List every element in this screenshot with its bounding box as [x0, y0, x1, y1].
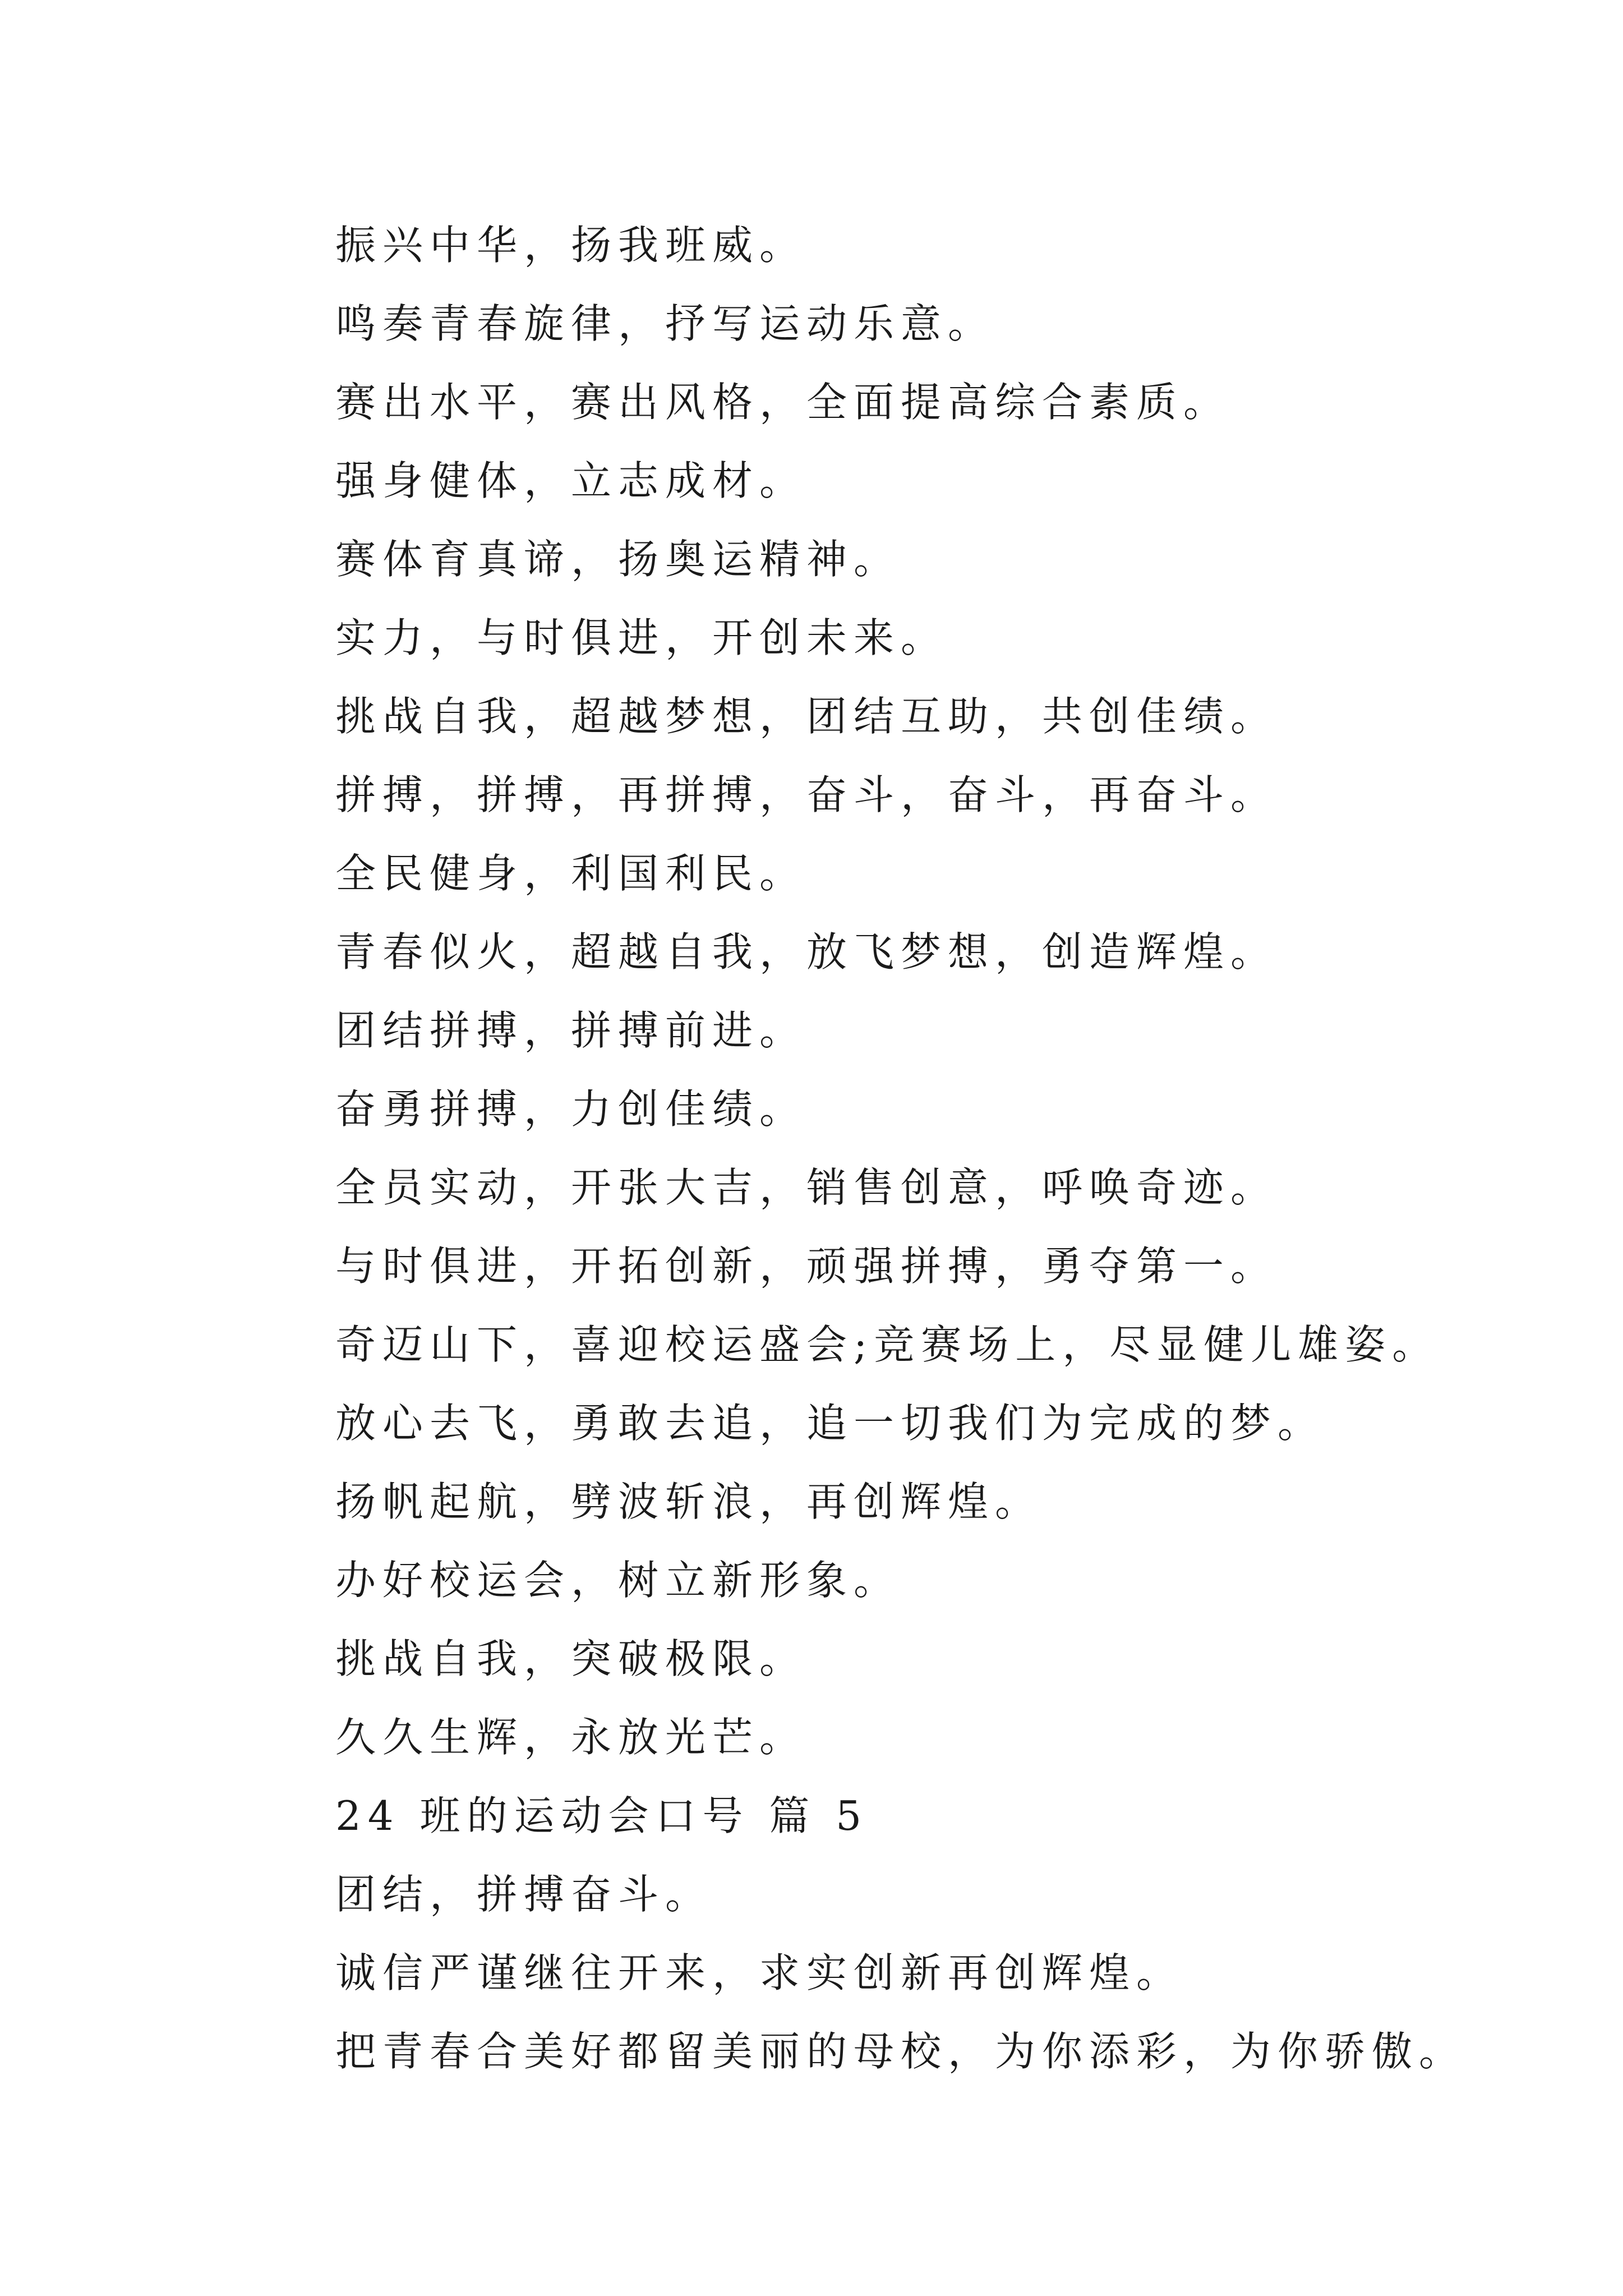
document-body: [335, 219, 1513, 2104]
slogan-line: 诚信严谨继往开来，求实创新再创辉煌。: [335, 1949, 1184, 1996]
slogan-line: 久久生辉，永放光芒。: [335, 1714, 807, 1761]
slogan-line: 把青春合美好都留美丽的母校，为你添彩，为你骄傲。: [335, 2028, 1467, 2075]
slogan-line: 拼搏，拼搏，再拼搏，奋斗，奋斗，再奋斗。: [335, 771, 1278, 818]
slogan-line: 赛体育真谛，扬奥运精神。: [335, 536, 901, 583]
slogan-line: 实力，与时俱进，开创未来。: [335, 614, 948, 661]
slogan-line: 赛出水平，赛出风格，全面提高综合素质。: [335, 379, 1231, 426]
slogan-line: 团结，拼搏奋斗。: [335, 1871, 713, 1918]
section-heading: 24 班的运动会口号 篇 5: [335, 1792, 869, 1839]
slogan-line: 挑战自我，突破极限。: [335, 1635, 807, 1682]
slogan-line: 全民健身，利国利民。: [335, 850, 807, 897]
slogan-line: 奇迈山下，喜迎校运盛会;竞赛场上，尽显健儿雄姿。: [335, 1321, 1440, 1368]
slogan-line: 团结拼搏，拼搏前进。: [335, 1007, 807, 1054]
slogan-line: 鸣奏青春旋律，抒写运动乐意。: [335, 300, 995, 347]
slogan-line: 全员实动，开张大吉，销售创意，呼唤奇迹。: [335, 1164, 1278, 1211]
slogan-line: 奋勇拼搏，力创佳绩。: [335, 1085, 807, 1133]
slogan-line: 青春似火，超越自我，放飞梦想，创造辉煌。: [335, 928, 1278, 976]
slogan-line: 办好校运会，树立新形象。: [335, 1557, 901, 1604]
slogan-line: 强身健体，立志成材。: [335, 457, 807, 504]
slogan-line: 放心去飞，勇敢去追，追一切我们为完成的梦。: [335, 1400, 1325, 1447]
slogan-line: 与时俱进，开拓创新，顽强拼搏，勇夺第一。: [335, 1243, 1278, 1290]
slogan-line: 扬帆起航，劈波斩浪，再创辉煌。: [335, 1478, 1043, 1525]
slogan-line: 振兴中华，扬我班威。: [335, 222, 807, 269]
slogan-line: 挑战自我，超越梦想，团结互助，共创佳绩。: [335, 693, 1278, 740]
